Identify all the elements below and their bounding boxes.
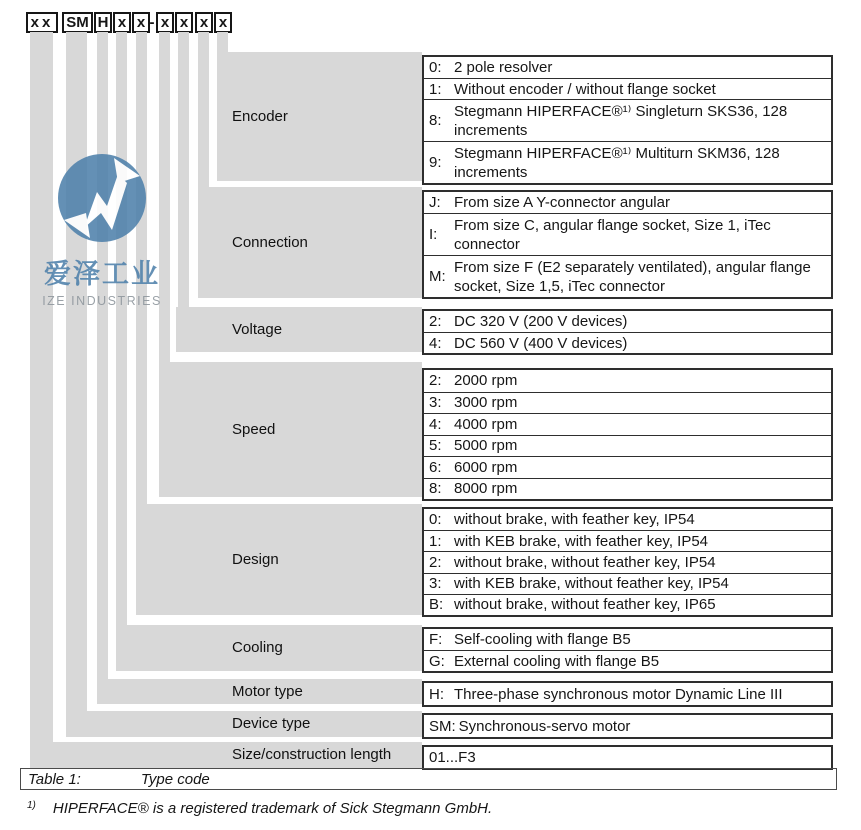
table-caption [20,768,837,790]
connector-bar-voltage [178,32,189,307]
table-row [424,594,831,615]
row-key: 3: [429,394,442,412]
value-table-design [422,507,833,617]
connector-bar-device [66,32,87,711]
table-row [424,255,831,297]
row-key: I: [429,226,438,243]
row-key: H: [429,685,444,703]
value-table-voltage [422,309,833,355]
footnote [27,799,492,819]
row-key: 8: [429,112,442,129]
group-block-speed [159,362,422,497]
row-text: with KEB brake, without feather key, IP54 [454,575,729,593]
group-block-design [136,504,422,615]
row-key: 2: [429,553,442,571]
table-row [424,192,831,213]
row-text: 6000 rpm [454,458,518,476]
table-row [424,715,831,737]
table-row [424,141,831,183]
table-row [424,213,831,255]
row-key: 4: [429,334,442,352]
code-hyphen: - [149,14,155,31]
table-row [424,456,831,478]
row-text: 5000 rpm [454,437,518,455]
row-text: From size C, angular flange socket, Size 1, iTec connector [454,216,771,253]
row-text: 2 pole resolver [454,59,553,76]
table-row [424,573,831,594]
table-row [424,650,831,671]
group-label-encoder: Encoder [232,108,288,125]
code-box-speed: x [156,12,174,33]
row-key: 4: [429,415,442,433]
group-label-speed: Speed [232,421,276,438]
row-text: Synchronous-servo motor [458,717,631,735]
row-text: Stegmann HIPERFACE®¹⁾ Multiturn SKM36, 128 increments [454,144,780,181]
caption-title: Type code [140,770,210,788]
row-text: Without encoder / without flange socket [454,80,716,98]
table-row [424,683,831,705]
row-text: without brake, without feather key, IP65 [454,596,716,614]
row-text: DC 560 V (400 V devices) [454,334,628,352]
connector-bar-size [30,32,53,742]
group-label-design: Design [232,551,279,568]
row-text: From size A Y-connector angular [454,194,670,211]
table-row [424,530,831,551]
row-text: Stegmann HIPERFACE®¹⁾ Singleturn SKS36, 128 increments [454,102,788,139]
ize-logo-mark-icon [38,150,166,246]
row-text: Three-phase synchronous motor Dynamic Line III [454,685,783,703]
row-text: DC 320 V (200 V devices) [454,313,628,330]
group-label-motor: Motor type [232,683,303,700]
group-block-voltage [176,307,422,352]
row-key: J: [429,194,441,211]
table-row [424,551,831,572]
table-row [424,370,831,392]
value-table-speed [422,368,833,501]
row-key: M: [429,268,446,285]
row-text: without brake, with feather key, IP54 [454,511,695,529]
row-text: with KEB brake, with feather key, IP54 [454,532,709,550]
connector-bar-motor [97,32,108,679]
brand-logo [38,150,166,308]
group-label-device: Device type [232,715,311,732]
row-key: 3: [429,575,442,593]
row-text: 8000 rpm [454,480,518,498]
code-box-cooling: x [113,12,131,33]
row-key: 0: [429,511,442,529]
row-key: 5: [429,437,442,455]
value-table-device-type [422,713,833,739]
code-box-design: x [132,12,150,33]
row-text: From size F (E2 separately ventilated), angular flange socket, Size 1,5, iTec connector [454,258,811,295]
row-text: without brake, without feather key, IP54 [454,553,716,571]
table-row [424,78,831,99]
row-key: 9: [429,154,442,171]
value-table-connection [422,190,833,299]
brand-name-cn: 爱泽工业 [44,259,160,290]
caption-label: Table 1: [28,770,81,788]
row-text: 3000 rpm [454,394,518,412]
brand-name-en: IZE INDUSTRIES [42,294,162,308]
row-key: 2: [429,313,442,330]
table-row [424,629,831,650]
row-key: SM: [429,717,456,735]
group-label-size: Size/construction length [232,746,392,763]
row-key: 2: [429,372,442,390]
value-table-size [422,745,833,770]
value-table-cooling [422,627,833,673]
connector-bar-encoder [217,32,228,52]
row-key: 0: [429,59,442,76]
table-row [424,747,831,768]
code-box-size: xx [26,12,58,33]
row-key: 6: [429,458,442,476]
row-text: External cooling with flange B5 [454,652,660,670]
connector-bar-cooling [116,32,127,625]
table-row [424,99,831,141]
group-label-connection: Connection [232,234,308,251]
code-box-device: SM [62,12,93,33]
row-key: 1: [429,532,442,550]
code-box-voltage: x [175,12,193,33]
table-row [424,435,831,457]
row-key: G: [429,652,445,670]
value-table-encoder [422,55,833,185]
group-label-voltage: Voltage [232,321,283,338]
row-text: 01...F3 [429,749,476,766]
table-row [424,311,831,332]
code-box-connection: x [195,12,213,33]
row-text: 2000 rpm [454,372,518,390]
row-key: 1: [429,80,442,98]
footnote-marker: 1) [27,800,36,811]
group-label-cooling: Cooling [232,639,283,656]
value-table-motor-type [422,681,833,707]
table-row [424,392,831,414]
table-row [424,57,831,78]
table-row [424,332,831,353]
footnote-text: HIPERFACE® is a registered trademark of Sick Stegmann GmbH. [52,800,493,817]
row-key: B: [429,596,444,614]
code-box-encoder: x [214,12,232,33]
row-text: Self-cooling with flange B5 [454,631,631,648]
row-key: F: [429,631,443,648]
connector-bar-connection [198,32,209,187]
code-box-motor: H [94,12,112,33]
table-row [424,509,831,530]
table-row [424,478,831,500]
row-key: 8: [429,480,442,498]
row-text: 4000 rpm [454,415,518,433]
table-row [424,413,831,435]
